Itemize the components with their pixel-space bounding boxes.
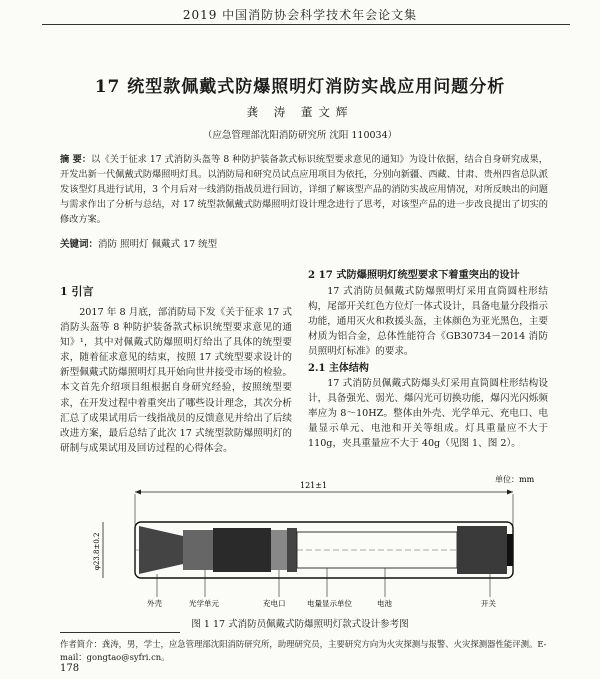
length-arrow-right [507,490,513,495]
tail-cap [507,534,513,566]
label-shell: 外壳 [147,599,162,608]
optical-head [139,526,183,574]
authors: 龚 涛 董文辉 [246,105,354,119]
affiliation: （应急管理部沈阳消防研究所 沈阳 110034） [202,130,398,141]
label-switch: 开关 [481,599,496,608]
abstract [60,152,548,227]
keywords [60,236,548,250]
keywords-text: 消防 照明灯 佩戴式 17 统型 [98,239,218,250]
author-footnote: 作者简介：龚涛，男，学士，应急管理部沈阳消防研究所，助理研究员，主要研究方向为火灾探测与报警、火灾探测器性能评测。E-mail：gongtao@syfri.cn。 [60,639,547,662]
section-2-body: 17 式消防员佩戴式防爆照明灯采用直筒圆柱形结构，尾部开关红色方位灯一体式设计，具备电量分段指示功能，通用灭火和救援头盔，主体颜色为亚光黑色，主要材质为铝合金，总体性能符合《GB30734－2014 消防员照明灯标准》的要求。 [308,286,548,358]
switch-assembly [457,526,507,574]
footnote-rule [60,632,180,633]
abstract-label: 摘 要： [60,154,92,165]
section-2-heading: 2 17 式防爆照明灯统型要求下着重突出的设计 [308,269,520,281]
paper-title: 17 统型款佩戴式防爆照明灯消防实战应用问题分析 [94,77,506,97]
label-battery: 电池 [377,599,392,608]
section-2-1-body: 17 式消防员佩戴式防爆头灯采用直筒圆柱形结构设计，具备强光、弱光、爆闪光可切换功能，爆闪光闪烁频率应为 8～10HZ。整体由外壳、光学单元、充电口、电量显示单元、电池和开关等组成。灯具重量应不大于 110g，夹具重量应不大于 40g（见图 1、图 2）。 [308,378,548,450]
indicator [287,528,297,572]
circuit-board [213,528,271,572]
keywords-label: 关键词： [60,239,99,250]
page-number: 178 [60,663,80,674]
label-battery-indicator: 电量显示单位 [307,599,352,608]
journal-header: 2019 中国消防协会科学技术年会论文集 [182,8,418,22]
figure-unit: 单位：mm [495,475,535,484]
length-arrow-left [135,490,141,495]
figure-caption: 图 1 17 式消防员佩戴式防爆照明灯款式设计参考图 [191,619,409,630]
label-charging-port: 充电口 [263,599,286,608]
header-rule [42,24,570,25]
diameter-label: φ23.8±0.2 [93,532,101,570]
part-labels [147,568,496,608]
section-1-body: 2017 年 8 月底，部消防局下发《关于征求 17 式消防头盔等 8 种防护装备款式标识统型要求意见的通知》¹，其中对佩戴式防爆照明灯给出了具体的统型要求，随着征求意见的结束，按照 17 式统型要求设计的新型佩戴式防爆照明灯具开始向世井接受市场的检验。本文首先介绍项目组根据自身研究经验，按照统型要求，在开发过程中着重突出了哪些设计理念，其次分析汇总了成果试用后一线指战员的反馈意见并给出了后续改进方案，最后总结了此次 17 式统型款防爆照明灯的研制与成果试用及回访过程的心得体会。 [60,307,292,454]
section-1-heading: 1 引言 [60,285,94,298]
lamp-figure [95,470,535,630]
length-label: 121±1 [300,481,328,490]
section-2-1-heading: 2.1 主体结构 [308,363,369,374]
charging-port [271,530,287,570]
reflector [183,530,213,570]
label-optics: 光学单元 [189,599,219,608]
abstract-text: 以《关于征求 17 式消防头盔等 8 种防护装备款式标识统型要求意见的通知》为设计依据，结合自身研究成果，开发出新一代佩戴式防爆照明灯具。以消防局和研究员试点应用项目为依托，分别向新疆、西藏、甘肃、贵州四省总队派发该型灯具进行试用，3 个月后对一线消防指战员进行回访，详细了解该型产品的消防实战应用情况，对所反映出的问题与需求作出了分析与总结，对 17 统型款佩戴式防爆照明灯设计理念进行了思考，对该型产品的进一步改良提出了切实的修改方案。 [60,154,548,225]
